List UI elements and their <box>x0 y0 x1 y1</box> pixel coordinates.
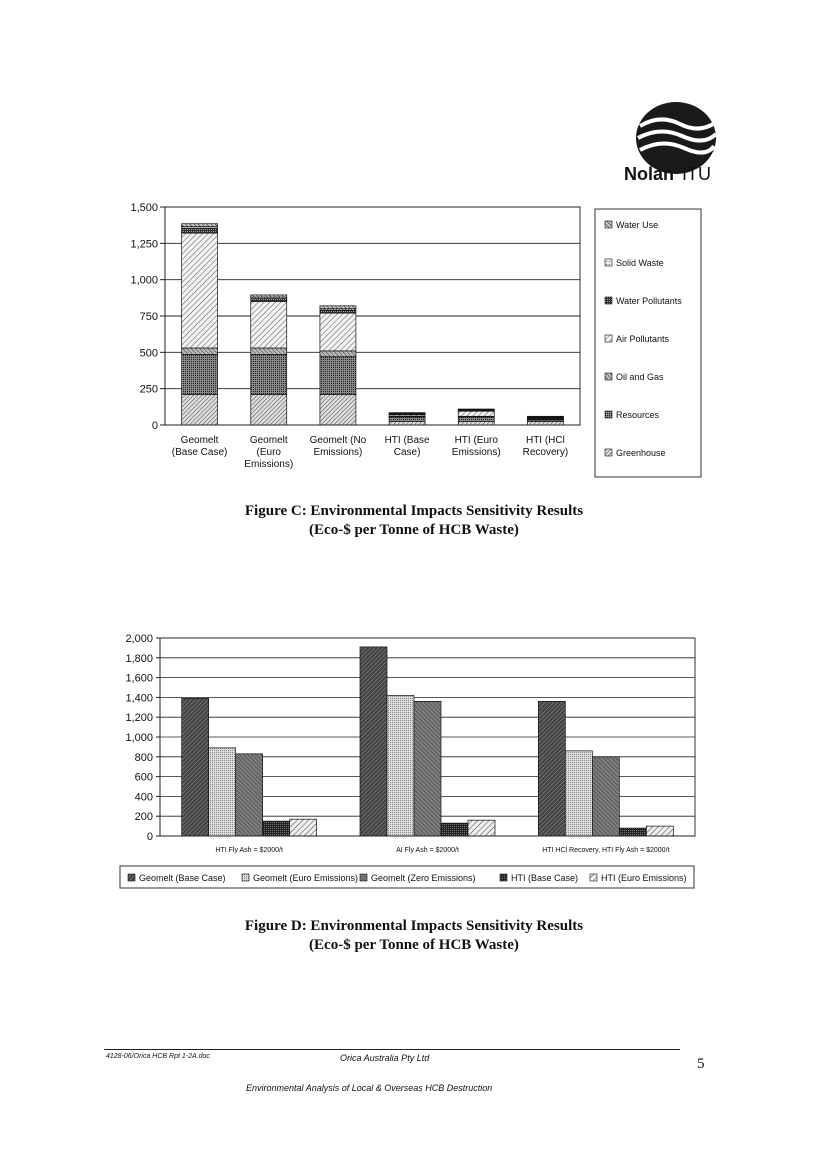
bar-segment <box>251 299 287 302</box>
bar-segment <box>182 394 218 425</box>
figure-d-caption-line2: (Eco-$ per Tonne of HCB Waste) <box>309 937 519 953</box>
x-category-label: Geomelt <box>249 435 288 446</box>
figure-d-caption <box>0 917 828 955</box>
bar-segment <box>320 394 356 425</box>
y-tick-label: 600 <box>134 771 153 784</box>
figure-c-caption-line1: Figure C: Environmental Impacts Sensitivity Results <box>244 503 584 519</box>
bar <box>414 701 441 836</box>
bar-segment <box>527 421 563 425</box>
bar-segment <box>182 233 218 348</box>
legend-label: HTI (Base Case) <box>511 873 579 883</box>
bar-segment <box>527 416 563 417</box>
legend-swatch <box>605 449 612 456</box>
bar-segment <box>320 310 356 313</box>
legend-swatch <box>128 874 135 881</box>
x-category-label: Geomelt <box>180 435 219 446</box>
bar-segment <box>182 348 218 355</box>
y-tick-label: 1,800 <box>125 652 153 665</box>
y-tick-label: 1,500 <box>130 202 158 214</box>
legend-swatch <box>242 874 249 881</box>
bar <box>209 748 236 836</box>
legend-label: HTI (Euro Emissions) <box>601 873 687 883</box>
bar <box>619 828 646 836</box>
y-tick-label: 800 <box>134 751 153 764</box>
legend-swatch <box>605 373 612 380</box>
legend-swatch <box>605 259 612 266</box>
x-category-label: HTI HCl Recovery, HTI Fly Ash = $2000/t <box>542 847 670 854</box>
legend-swatch <box>605 411 612 418</box>
bar-segment <box>251 301 287 348</box>
x-category-label: HTI Fly Ash = $2000/t <box>215 847 283 854</box>
x-category-label: (Base Case) <box>171 447 228 458</box>
legend-swatch <box>360 874 367 881</box>
legend-label: Solid Waste <box>616 258 664 268</box>
bar-segment <box>251 348 287 355</box>
bar <box>360 647 387 836</box>
bar <box>646 826 673 836</box>
x-category-label: (Euro <box>256 447 281 458</box>
legend-label: Greenhouse <box>616 448 666 458</box>
legend-label: Water Use <box>616 220 659 230</box>
bar-segment <box>458 417 494 421</box>
legend-label: Oil and Gas <box>616 372 664 382</box>
logo-text-suffix: ITU <box>682 164 711 184</box>
bar-segment <box>458 421 494 425</box>
y-tick-label: 1,200 <box>125 712 153 725</box>
bar <box>441 823 468 836</box>
bar-segment <box>320 351 356 357</box>
figure-c-caption <box>0 502 828 540</box>
legend-swatch <box>500 874 507 881</box>
legend-label: Geomelt (Euro Emissions) <box>253 873 359 883</box>
x-category-label: Recovery) <box>522 447 569 458</box>
bar <box>236 754 263 836</box>
x-category-label: HTI (Base <box>384 435 430 446</box>
nolan-itu-logo <box>606 100 718 186</box>
bar-segment <box>389 421 425 425</box>
legend-label: Water Pollutants <box>616 296 682 306</box>
y-tick-label: 0 <box>146 831 153 843</box>
page-number: 5 <box>697 1056 705 1072</box>
bar <box>565 751 592 836</box>
legend-label: Resources <box>616 410 660 420</box>
y-tick-label: 1,250 <box>130 238 158 251</box>
bar <box>387 695 414 836</box>
legend-label: Geomelt (Zero Emissions) <box>371 873 476 883</box>
bar-segment <box>389 417 425 421</box>
y-tick-label: 200 <box>134 811 153 824</box>
x-category-label: Emissions) <box>313 447 363 458</box>
footer-doc-reference: 4128-06/Orica HCB Rpt 1-2A.doc <box>106 1053 210 1060</box>
legend-swatch <box>605 297 612 304</box>
footer-report-title: Environmental Analysis of Local & Overseas HCB Destruction <box>246 1083 493 1093</box>
legend-label: Geomelt (Base Case) <box>139 873 226 883</box>
y-tick-label: 0 <box>151 420 158 432</box>
y-tick-label: 1,000 <box>125 732 153 744</box>
x-category-label: Emissions) <box>244 459 294 470</box>
y-tick-label: 2,000 <box>125 633 153 645</box>
footer-divider <box>104 1049 680 1050</box>
y-tick-label: 250 <box>139 383 158 396</box>
bar-segment <box>458 411 494 416</box>
x-category-label: AI Fly Ash = $2000/t <box>396 847 459 854</box>
legend-label: Air Pollutants <box>616 334 670 344</box>
bar <box>182 698 209 836</box>
x-category-label: HTI (Euro <box>454 435 498 446</box>
x-category-label: Case) <box>393 447 421 458</box>
bar-segment <box>320 306 356 309</box>
chart-figure-c <box>105 195 705 485</box>
y-tick-label: 1,400 <box>125 692 153 705</box>
bar-segment <box>251 295 287 297</box>
bar-segment <box>182 355 218 395</box>
y-tick-label: 1,600 <box>125 672 153 685</box>
y-tick-label: 750 <box>139 311 158 323</box>
x-category-label: HTI (HCl <box>525 435 565 446</box>
bar-segment <box>182 224 218 227</box>
x-category-label: Emissions) <box>451 447 501 458</box>
bar <box>538 701 565 836</box>
bar-segment <box>458 409 494 410</box>
bar <box>263 821 290 836</box>
bar-segment <box>251 394 287 425</box>
footer-company: Orica Australia Pty Ltd <box>340 1053 430 1063</box>
bar-segment <box>320 313 356 351</box>
bar <box>290 819 317 836</box>
bar-segment <box>389 413 425 414</box>
figure-c-caption-line2: (Eco-$ per Tonne of HCB Waste) <box>309 522 519 538</box>
bar <box>468 820 495 836</box>
y-tick-label: 1,000 <box>130 274 158 287</box>
legend-swatch <box>605 335 612 342</box>
figure-d-caption-line1: Figure D: Environmental Impacts Sensitivity Results <box>244 918 584 934</box>
x-category-label: Geomelt (No <box>309 435 367 446</box>
chart-figure-d <box>110 628 710 898</box>
bar-segment <box>320 357 356 395</box>
legend-swatch <box>605 221 612 228</box>
y-tick-label: 500 <box>139 347 158 360</box>
logo-text-main: Nolan <box>624 164 675 184</box>
legend-swatch <box>590 874 597 881</box>
y-tick-label: 400 <box>134 791 153 804</box>
bar <box>592 757 619 836</box>
bar-segment <box>182 228 218 233</box>
bar-segment <box>251 355 287 395</box>
